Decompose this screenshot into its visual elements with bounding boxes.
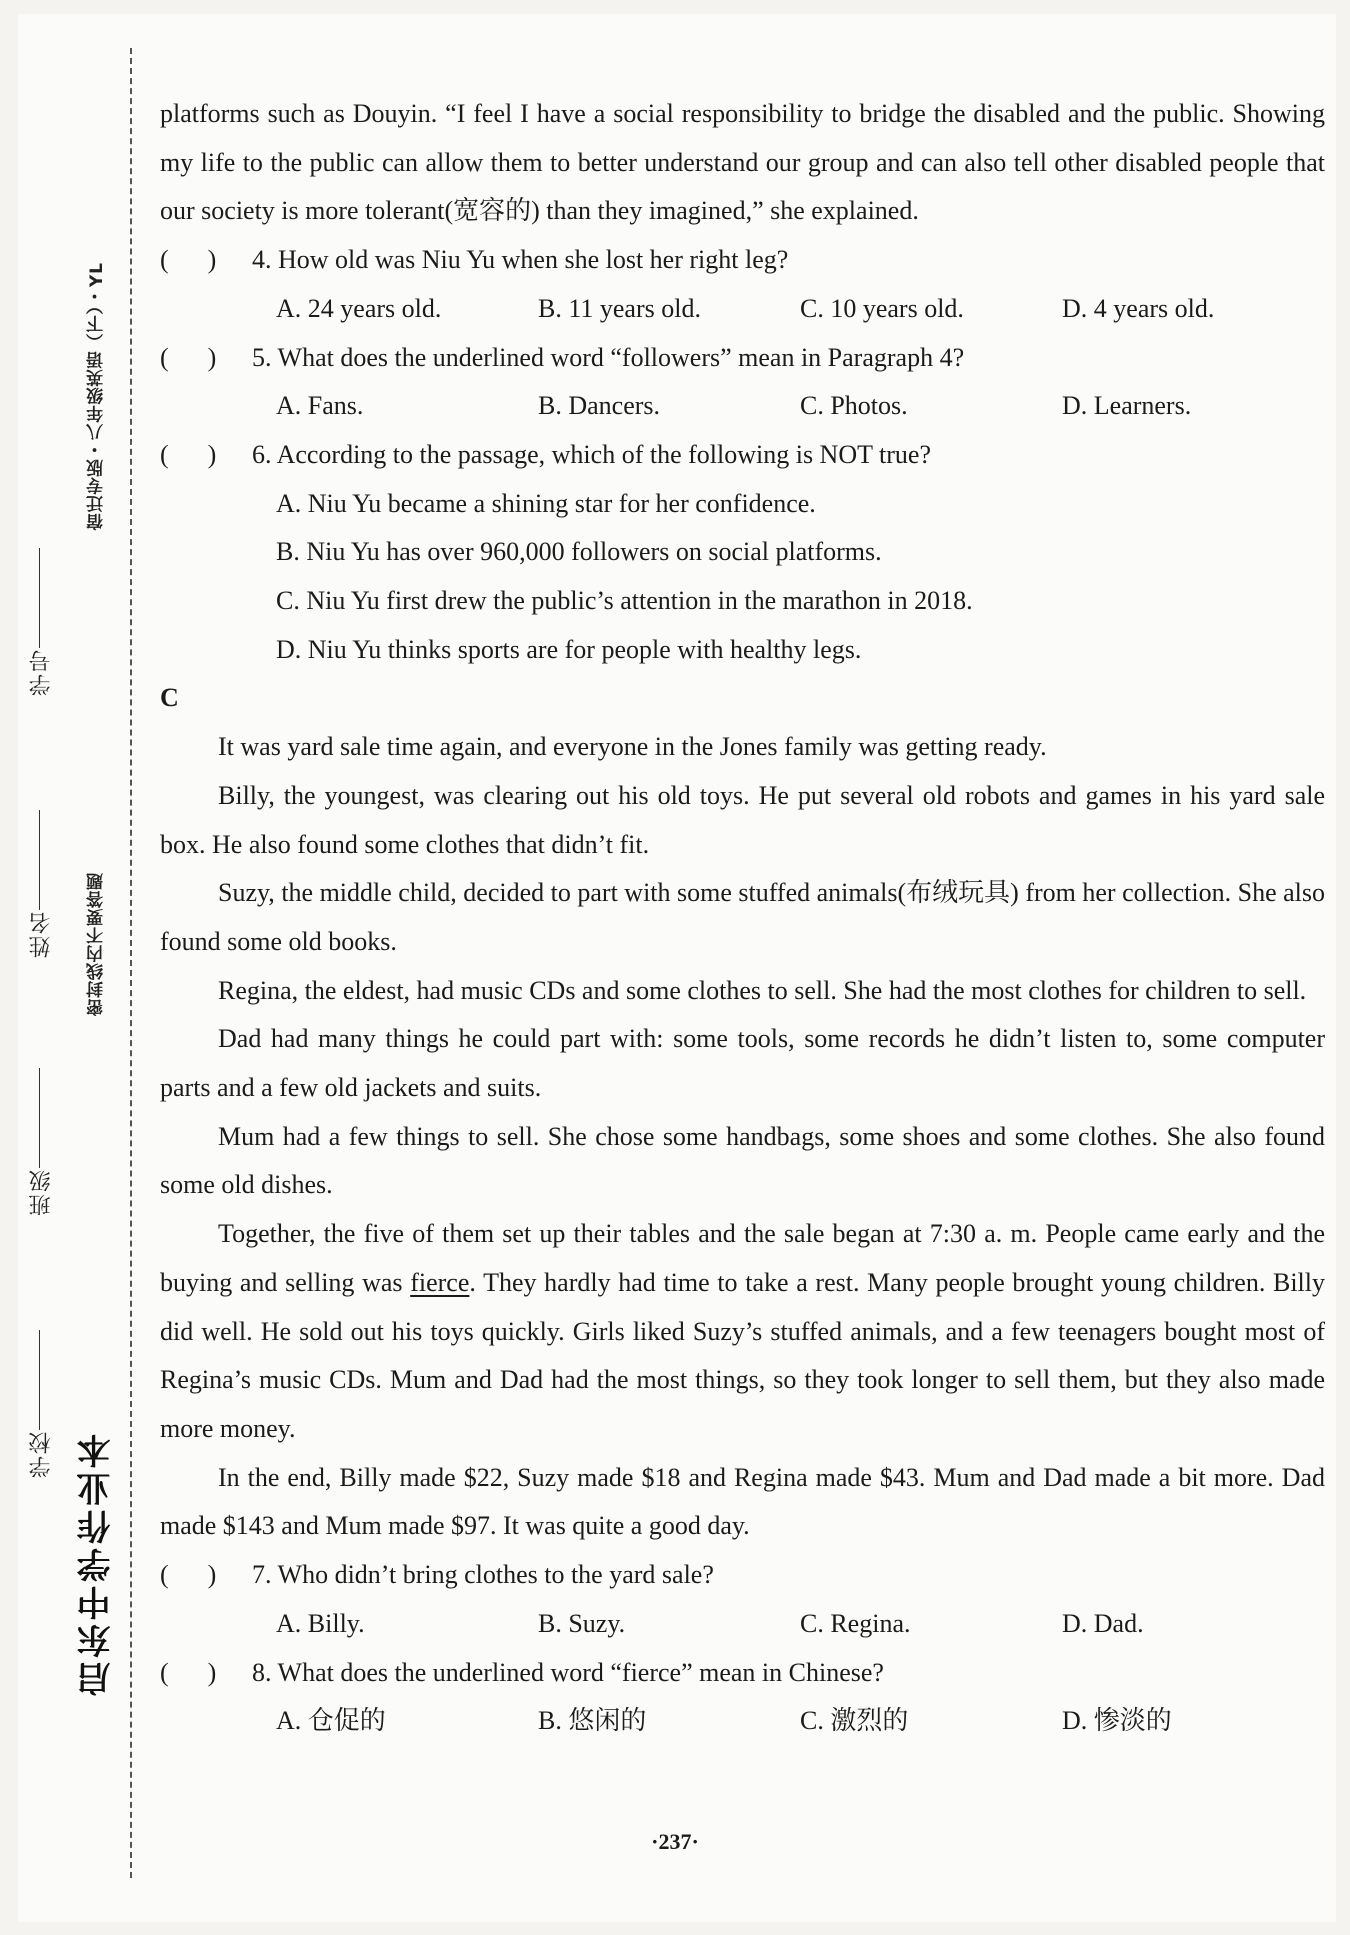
school-label: 学校	[29, 1430, 54, 1478]
answer-blank-7[interactable]: ( )	[160, 1560, 217, 1590]
question-7-options	[160, 1600, 1325, 1649]
option-b[interactable]: B. 11 years old.	[538, 293, 701, 323]
passage-c-paragraph: It was yard sale time again, and everyone in the Jones family was getting ready.	[218, 732, 1047, 762]
option-a[interactable]: A. Niu Yu became a shining star for her confidence.	[276, 488, 816, 518]
student-number-field	[26, 548, 57, 696]
no-answer-note: 密封线内不要答题	[87, 872, 107, 1016]
option-a[interactable]: A. 24 years old.	[276, 293, 442, 323]
student-number-label: 学号	[29, 648, 54, 696]
class-field	[26, 1068, 57, 1216]
question-5	[160, 334, 1325, 383]
question-7	[160, 1551, 1325, 1600]
option-b[interactable]: B. Niu Yu has over 960,000 followers on social platforms.	[276, 537, 882, 567]
underlined-word-fierce: fierce	[410, 1267, 470, 1297]
question-6-stem: 6. According to the passage, which of the following is NOT true?	[252, 439, 931, 469]
seal-cut-line	[130, 48, 132, 1878]
option-d[interactable]: D. Niu Yu thinks sports are for people with healthy legs.	[276, 634, 862, 664]
answer-blank-4[interactable]: ( )	[160, 245, 217, 275]
question-7-stem: 7. Who didn’t bring clothes to the yard sale?	[252, 1560, 714, 1590]
passage-c-paragraph: In the end, Billy made $22, Suzy made $18 and Regina made $43. Mum and Dad made a bit more. Dad made $143 and Mum made $97. It was quite a good day.	[160, 1462, 1325, 1541]
question-8-options	[160, 1697, 1325, 1746]
question-4-options	[160, 285, 1325, 334]
page-number: ·237·	[651, 1829, 699, 1854]
passage-b-tail: platforms such as Douyin. “I feel I have a social responsibility to bridge the disabled and the public. Showing my life to the public can allow them to better understand our group and can also tell other disabled people that our society is more tolerant(宽容的) than they imagined,” she explained.	[160, 99, 1325, 226]
option-c[interactable]: C. Regina.	[800, 1608, 911, 1638]
answer-blank-6[interactable]: ( )	[160, 439, 217, 469]
option-c[interactable]: C. Niu Yu first drew the public’s attention in the marathon in 2018.	[276, 586, 973, 616]
option-b[interactable]: B. 悠闲的	[538, 1706, 647, 1736]
question-8-stem: 8. What does the underlined word “fierce” mean in Chinese?	[252, 1657, 884, 1687]
question-4-stem: 4. How old was Niu Yu when she lost her right leg?	[252, 245, 789, 275]
name-blank[interactable]	[40, 810, 41, 910]
option-c[interactable]: C. 激烈的	[800, 1706, 909, 1736]
option-d[interactable]: D. 4 years old.	[1062, 293, 1215, 323]
option-a[interactable]: A. Fans.	[276, 391, 364, 421]
question-8	[160, 1649, 1325, 1698]
passage-c-paragraph: Billy, the youngest, was clearing out his old toys. He put several old robots and games in his yard sale box. He also found some clothes that didn’t fit.	[160, 780, 1325, 859]
section-c-heading: C	[160, 683, 179, 713]
brand-title: 启东中学作业本	[77, 1430, 117, 1696]
answer-blank-5[interactable]: ( )	[160, 342, 217, 372]
passage-c-paragraph: Together, the five of them set up their tables and the sale began at 7:30 a. m. People came early and the buying and selling was fierce. They hardly had time to take a rest. Many people brought young children. Billy did well. He sold out his toys quickly. Girls liked Suzy’s stuffed animals, and a few teenagers bought most of Regina’s music CDs. Mum and Dad had the most things, so they took longer to sell them, but they also made more money.	[160, 1219, 1325, 1443]
school-field	[26, 1330, 57, 1478]
option-b[interactable]: B. Suzy.	[538, 1608, 626, 1638]
option-c[interactable]: C. Photos.	[800, 391, 908, 421]
edition-label: 宿迁专版・八年级英语（下）・YL	[87, 262, 107, 531]
question-5-options	[160, 382, 1325, 431]
main-content	[160, 90, 1325, 1746]
option-a[interactable]: A. 仓促的	[276, 1706, 386, 1736]
name-label: 姓名	[29, 910, 54, 958]
option-b[interactable]: B. Dancers.	[538, 391, 661, 421]
name-field	[26, 810, 57, 958]
question-5-stem: 5. What does the underlined word “followers” mean in Paragraph 4?	[252, 342, 965, 372]
option-d[interactable]: D. 惨淡的	[1062, 1706, 1172, 1736]
option-c[interactable]: C. 10 years old.	[800, 293, 964, 323]
school-blank[interactable]	[40, 1330, 41, 1430]
student-number-blank[interactable]	[40, 548, 41, 648]
passage-c-paragraph: Dad had many things he could part with: some tools, some records he didn’t listen to, some computer parts and a few old jackets and suits.	[160, 1024, 1325, 1103]
passage-c-paragraph: Regina, the eldest, had music CDs and some clothes to sell. She had the most clothes for children to sell.	[218, 975, 1307, 1005]
option-d[interactable]: D. Learners.	[1062, 391, 1192, 421]
class-label: 班级	[29, 1168, 54, 1216]
passage-c-paragraph: Suzy, the middle child, decided to part with some stuffed animals(布绒玩具) from her collection. She also found some old books.	[160, 878, 1325, 956]
passage-c-paragraph: Mum had a few things to sell. She chose some handbags, some shoes and some clothes. She also found some old dishes.	[160, 1121, 1325, 1200]
option-d[interactable]: D. Dad.	[1062, 1608, 1144, 1638]
class-blank[interactable]	[40, 1068, 41, 1168]
question-6	[160, 431, 1325, 480]
option-a[interactable]: A. Billy.	[276, 1608, 365, 1638]
question-4	[160, 236, 1325, 285]
answer-blank-8[interactable]: ( )	[160, 1657, 217, 1687]
